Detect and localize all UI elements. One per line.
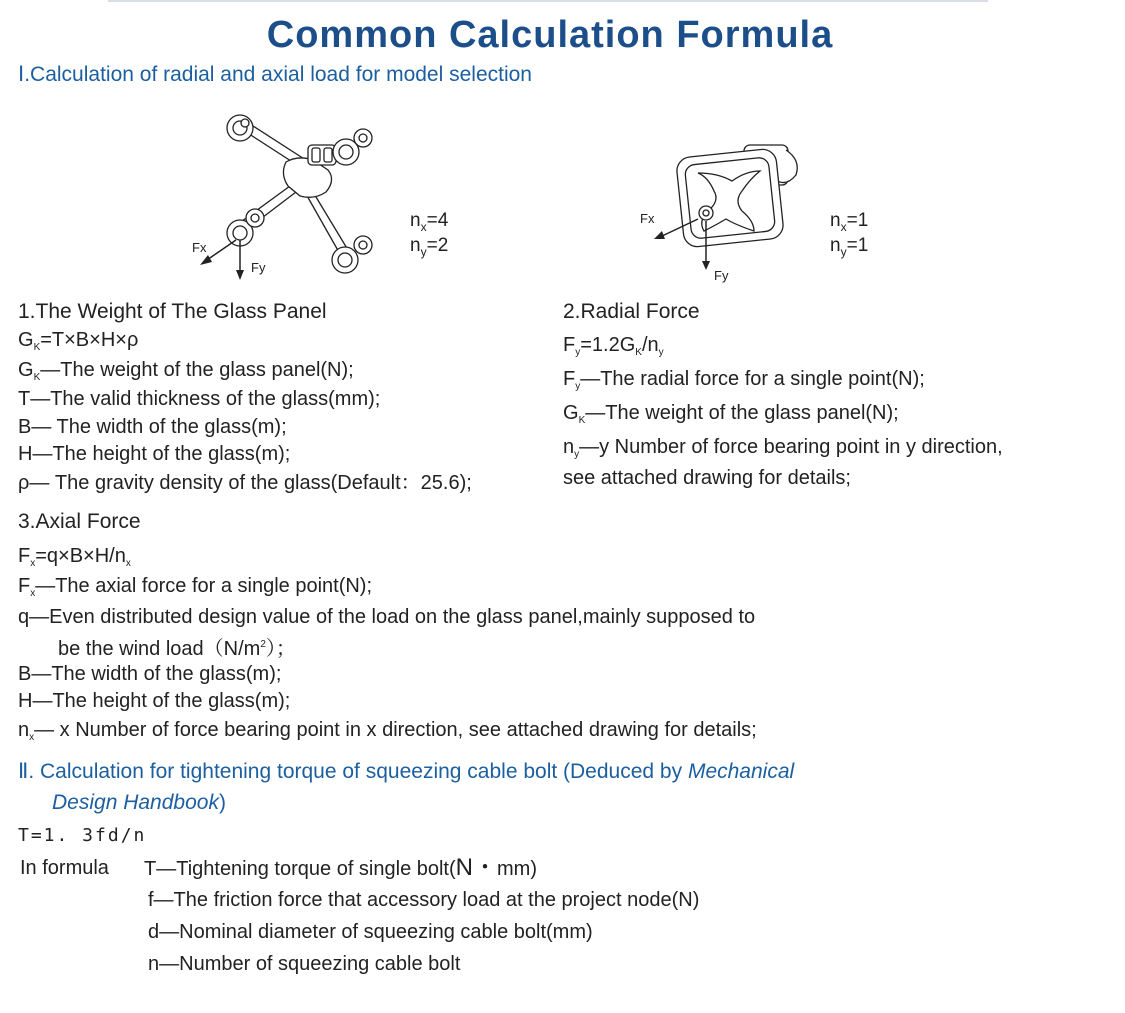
torque-n-description: n—Number of squeezing cable bolt [148, 953, 461, 975]
torque-t-description: T—Tightening torque of single bolt(N・mm) [144, 854, 537, 881]
top-divider [108, 0, 988, 2]
weight-heading: 1.The Weight of The Glass Panel [18, 300, 327, 323]
left-nx-label: $n_x=4$ [410, 210, 449, 234]
radial-ny-description: $n_y—y$ Number of force bearing point in y direction, [563, 436, 1003, 460]
axial-q-description: q—Even distributed design value of the load on the glass panel,mainly supposed to [18, 606, 756, 628]
axial-q-description-cont: be the wind $load(N/m^2)$； [58, 638, 296, 660]
section-2-numeral: Ⅱ. [18, 760, 35, 783]
radial-gk-description: $G_K—The$ weight of the glass panel(N); [563, 402, 899, 426]
section-2-heading-cont: Design Handbook) [52, 791, 226, 814]
axial-formula: $F_x=q\times B\times H/n_x$ [18, 545, 131, 569]
right-fx-label: Fx [640, 211, 655, 226]
weight-h-description: H—The height of the glass(m); [18, 443, 291, 465]
point-fitting-diagram [636, 135, 816, 285]
axial-nx-description: $n_x—$ x Number of force bearing point in x direction, see attached drawing for details; [18, 719, 757, 743]
torque-formula: T=1. 3fd/n [18, 825, 147, 846]
spider-fitting-diagram [188, 100, 388, 285]
section-1-numeral: Ⅰ. [18, 63, 31, 86]
radial-ny-description-cont: see attached drawing for details; [563, 467, 851, 489]
axial-fx-description: $F_x—The$ axial force for a single point(N); [18, 575, 373, 599]
radial-formula: $F_y=1.2G_K/n_y$ [563, 334, 664, 358]
torque-f-description: f—The friction force that accessory load at the project node(N) [148, 889, 700, 911]
right-nx-label: $n_x=1$ [830, 210, 869, 234]
torque-intro: In formula [20, 857, 109, 879]
section-2-heading: Ⅱ. Calculation for tightening torque of squeezing cable bolt (Deduced by Mechanical [18, 760, 795, 783]
section-1-heading-text: Calculation of radial and axial load for model selection [30, 63, 532, 86]
weight-formula: $G_K=T\times B\times H\times\rho$ [18, 329, 139, 353]
radial-fy-description: $F_y—The$ radial force for a single point(N); [563, 368, 925, 392]
axial-heading: 3.Axial Force [18, 510, 141, 533]
weight-b-description: B— The width of the glass(m); [18, 416, 287, 438]
left-fx-label: Fx [192, 240, 207, 255]
left-ny-label: $n_y=2$ [410, 235, 449, 259]
axial-b-description: B—The width of the glass(m); [18, 663, 282, 685]
radial-heading: 2.Radial Force [563, 300, 700, 323]
right-fy-label: Fy [714, 268, 729, 283]
right-ny-label: $n_y=1$ [830, 235, 869, 259]
section-1-heading [18, 62, 532, 87]
axial-h-description: H—The height of the glass(m); [18, 690, 291, 712]
weight-gk-description: $G_K—The$ weight of the glass panel(N); [18, 359, 354, 383]
torque-d-description: d—Nominal diameter of squeezing cable bolt(mm) [148, 921, 593, 943]
left-fy-label: Fy [251, 260, 266, 275]
weight-rho-description: ρ— The gravity density of the glass(Default：25.6); [18, 472, 472, 494]
weight-t-description: T—The valid thickness of the glass(mm); [18, 388, 381, 410]
page-title: Common Calculation Formula [266, 14, 834, 56]
